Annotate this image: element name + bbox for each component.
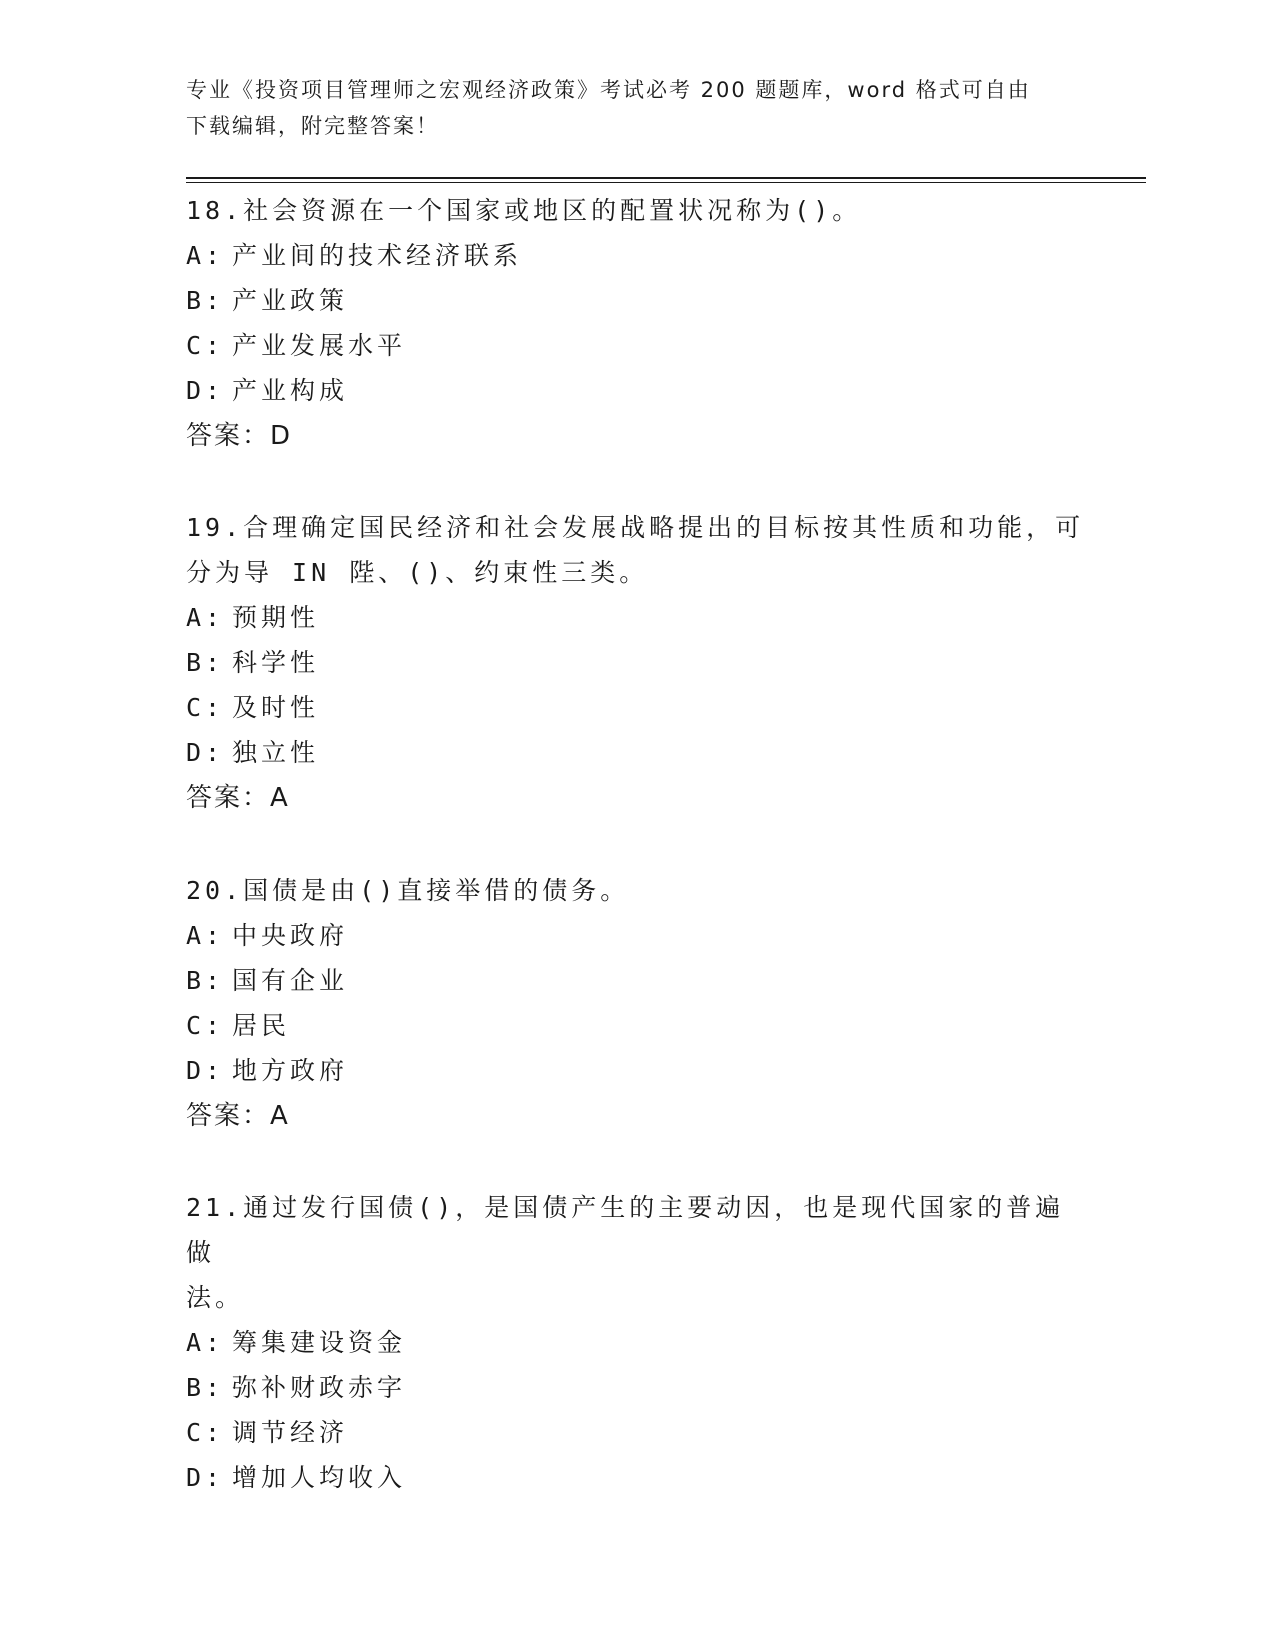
option-text: 地方政府 <box>232 1056 349 1085</box>
option-text: 调节经济 <box>232 1418 349 1447</box>
question-18 <box>186 188 1086 459</box>
answer-line: 答案：D <box>186 421 293 451</box>
option-c <box>186 685 1086 730</box>
option-b <box>186 640 1086 685</box>
option-letter: D: <box>186 1463 225 1492</box>
option-letter: C: <box>186 331 225 360</box>
option-text: 及时性 <box>232 693 320 722</box>
option-letter: C: <box>186 1418 225 1447</box>
option-c <box>186 1003 1086 1048</box>
option-text: 增加人均收入 <box>232 1463 407 1492</box>
option-d <box>186 1048 1086 1093</box>
question-stem: 18.社会资源在一个国家或地区的配置状况称为()。 <box>186 196 862 225</box>
option-text: 预期性 <box>232 603 320 632</box>
option-a <box>186 595 1086 640</box>
header-line-1: 专业《投资项目管理师之宏观经济政策》考试必考 200 题题库，word 格式可自由 <box>186 78 1031 102</box>
option-text: 产业政策 <box>232 286 349 315</box>
option-letter: D: <box>186 376 225 405</box>
option-a <box>186 913 1086 958</box>
option-text: 居民 <box>232 1011 291 1040</box>
question-stem-line-1: 21.通过发行国债()，是国债产生的主要动因，也是现代国家的普遍做 <box>186 1193 1065 1267</box>
option-letter: D: <box>186 738 225 767</box>
option-letter: C: <box>186 693 225 722</box>
option-text: 产业发展水平 <box>232 331 407 360</box>
option-letter: A: <box>186 241 225 270</box>
question-stem-line-2: 法。 <box>186 1283 245 1312</box>
answer-line: 答案：A <box>186 1101 290 1131</box>
option-text: 产业间的技术经济联系 <box>232 241 523 270</box>
option-letter: A: <box>186 603 225 632</box>
option-text: 产业构成 <box>232 376 349 405</box>
header-divider-thin <box>186 182 1146 183</box>
option-letter: A: <box>186 921 225 950</box>
option-letter: B: <box>186 648 225 677</box>
option-text: 中央政府 <box>232 921 349 950</box>
option-b <box>186 958 1086 1003</box>
question-stem-line-2: 分为导 IN 陛、()、约束性三类。 <box>186 558 649 587</box>
option-a <box>186 1320 1086 1365</box>
option-b <box>186 278 1086 323</box>
question-19 <box>186 505 1086 821</box>
option-b <box>186 1365 1086 1410</box>
option-letter: B: <box>186 1373 225 1402</box>
option-d <box>186 368 1086 413</box>
option-letter: A: <box>186 1328 225 1357</box>
question-21 <box>186 1185 1086 1500</box>
question-stem-line-1: 19.合理确定国民经济和社会发展战略提出的目标按其性质和功能，可 <box>186 513 1085 542</box>
option-c <box>186 1410 1086 1455</box>
option-letter: C: <box>186 1011 225 1040</box>
option-letter: B: <box>186 286 225 315</box>
option-c <box>186 323 1086 368</box>
option-a <box>186 233 1086 278</box>
document-header <box>186 72 1086 144</box>
option-text: 弥补财政赤字 <box>232 1373 407 1402</box>
option-text: 国有企业 <box>232 966 349 995</box>
header-line-2: 下载编辑，附完整答案！ <box>186 114 439 138</box>
answer-line: 答案：A <box>186 783 290 813</box>
option-text: 独立性 <box>232 738 320 767</box>
option-d <box>186 1455 1086 1500</box>
option-text: 筹集建设资金 <box>232 1328 407 1357</box>
option-text: 科学性 <box>232 648 320 677</box>
option-letter: B: <box>186 966 225 995</box>
question-20 <box>186 868 1086 1139</box>
header-divider-thick <box>186 177 1146 179</box>
option-d <box>186 730 1086 775</box>
option-letter: D: <box>186 1056 225 1085</box>
question-stem: 20.国债是由()直接举借的债务。 <box>186 876 630 905</box>
